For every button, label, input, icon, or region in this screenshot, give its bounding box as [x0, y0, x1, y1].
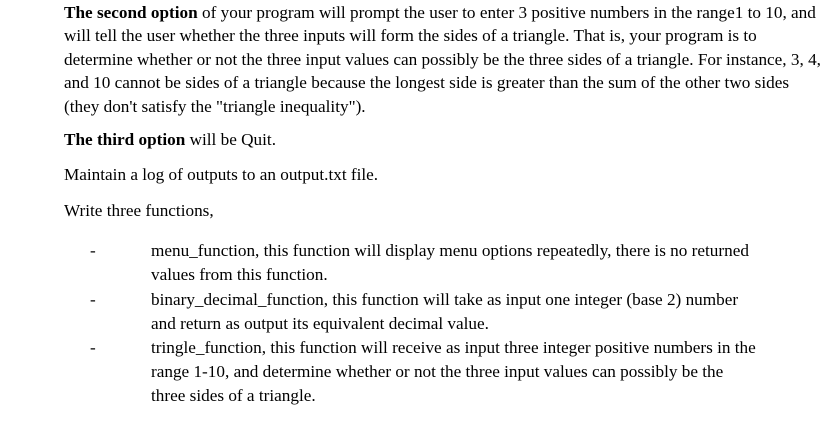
- functions-list: [64, 239, 824, 408]
- dash-bullet: -: [90, 338, 96, 358]
- list-item-menu-function: [64, 239, 761, 287]
- paragraph-third-option: [64, 128, 824, 151]
- list-item-tringle-function: [64, 336, 761, 409]
- list-item-text: menu_function, this function will display menu options repeatedly, there is no returned values from this function.: [151, 241, 749, 285]
- dash-bullet: -: [90, 289, 96, 309]
- second-option-heading: The second option: [64, 3, 198, 22]
- list-item-text: binary_decimal_function, this function will take as input one integer (base 2) number and return as output its equivalent decimal value.: [151, 289, 739, 333]
- list-item-text: tringle_function, this function will receive as input three integer positive numbers in the range 1-10, and determine whether or not the three input values can possibly be the three sides of a triangle.: [151, 338, 756, 406]
- paragraph-log: Maintain a log of outputs to an output.txt file.: [64, 165, 379, 185]
- list-item-binary-decimal-function: [64, 288, 761, 336]
- third-option-text: will be Quit.: [185, 130, 277, 150]
- document-body: [64, 0, 824, 409]
- third-option-heading: The third option: [64, 130, 186, 150]
- second-option-text: of your program will prompt the user to enter 3 positive numbers in the range1 to 10, and will tell the user whether the three inputs will form the sides of a triangle. That is, your program is to determine whether or not the three input values can possibly be the three sides of a triangle. For instance, 3, 4, and 10 cannot be sides of a triangle because the longest side is greater than the sum of the other two sides (they don't satisfy the "triangle inequality").: [64, 3, 821, 116]
- paragraph-functions-intro: Write three functions,: [64, 200, 214, 220]
- paragraph-second-option: [64, 0, 824, 118]
- dash-bullet: -: [90, 241, 96, 261]
